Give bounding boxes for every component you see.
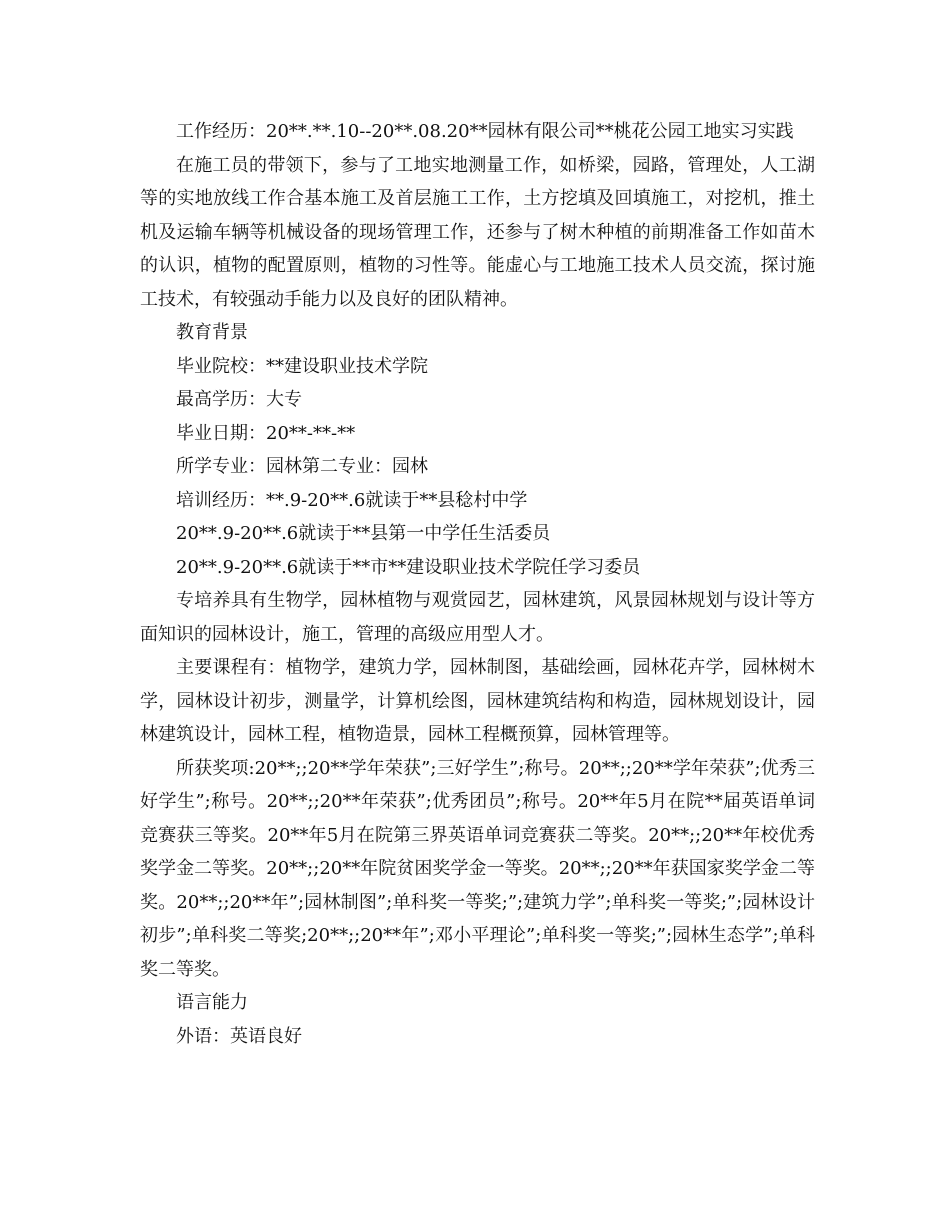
training-history-1: 培训经历：**.9-20**.6就读于**县稔村中学 <box>176 489 528 511</box>
graduation-date: 毕业日期：20**-**-** <box>176 422 356 444</box>
training-history-2: 20**.9-20**.6就读于**县第一中学任生活委员 <box>176 523 551 544</box>
foreign-language: 外语：英语良好 <box>176 1025 302 1047</box>
work-description: 在施工员的带领下，参与了工地实地测量工作，如桥梁，园路，管理处，人工湖等的实地放线工作合基本施工及首层施工工作，土方挖填及回填施工，对挖机，推土机及运输车辆等机械设备的现场管理工作，还参与了树木种植的前期准备工作如苗木的认识，植物的配置原则，植物的习性等。能虚心与工地施工技术人员交流，探讨施工技术，有较强动手能力以及良好的团队精神。 <box>140 154 815 310</box>
document-page <box>140 115 815 1053</box>
section-heading-education: 教育背景 <box>176 322 248 343</box>
work-experience-line: 工作经历：20**.**.10--20**.08.20**园林有限公司**桃花公园工地实习实践 <box>176 121 794 142</box>
graduate-school: 毕业院校：**建设职业技术学院 <box>176 355 428 377</box>
section-heading-language: 语言能力 <box>176 992 248 1013</box>
major: 所学专业：园林第二专业：园林 <box>176 456 428 477</box>
major-description: 专培养具有生物学，园林植物与观赏园艺，园林建筑，风景园林规划与设计等方面知识的园林设计，施工，管理的高级应用型人才。 <box>140 590 815 645</box>
awards: 所获奖项:20**;;20**学年荣获”;三好学生”;称号。20**;;20**学年荣获”;优秀三好学生”;称号。20**;;20**年荣获”;优秀团员”;称号。20**年5月在院**届英语单词竞赛获三等奖。20**年5月在院第三界英语单词竞赛获二等奖。20**;;20**年校优秀奖学金二等奖。20**;;20**年院贫困奖学金一等奖。20**;;20**年获国家奖学金二等奖。20**;;20**年”;园林制图”;单科奖一等奖;”;建筑力学”;单科奖一等奖;”;园林设计初步”;单科奖二等奖;20**;;20**年”;邓小平理论”;单科奖一等奖;”;园林生态学”;单科奖二等奖。 <box>140 757 815 980</box>
main-courses: 主要课程有：植物学，建筑力学，园林制图，基础绘画，园林花卉学，园林树木学，园林设计初步，测量学，计算机绘图，园林建筑结构和构造，园林规划设计，园林建筑设计，园林工程，植物造景，园林工程概预算，园林管理等。 <box>140 657 815 745</box>
highest-degree: 最高学历：大专 <box>176 389 302 410</box>
training-history-3: 20**.9-20**.6就读于**市**建设职业技术学院任学习委员 <box>176 556 641 578</box>
